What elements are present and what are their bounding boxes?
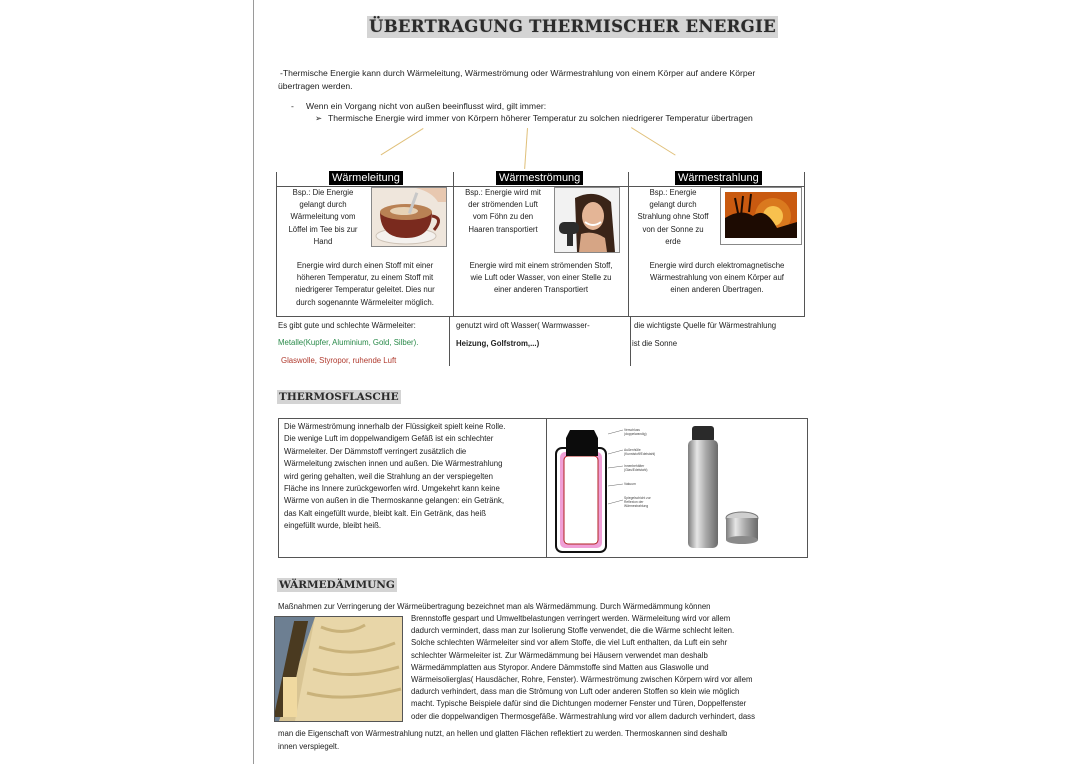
strahlung-source-1: die wichtigste Quelle für Wärmestrahlung	[634, 321, 777, 330]
diagram-label-5: Spiegelschicht zur Reflexion der Wärmestrahlung	[624, 496, 651, 508]
example-waermestrahlung: Bsp.: Energie gelangt durch Strahlung ohne Stoff von der Sonne zu erde	[637, 188, 709, 246]
tea-cup-photo	[371, 187, 447, 247]
insulation-first-line: Maßnahmen zur Verringerung der Wärmeübertragung bezeichnet man als Wärmedämmung. Durch Wärmedämmung können	[278, 602, 711, 611]
bullet-dash: -	[291, 101, 294, 111]
insulation-photo	[274, 616, 403, 722]
thermos-text: Die Wärmeströmung innerhalb der Flüssigkeit spielt keine Rolle. Die wenige Luft im doppelwandigem Gefäß ist ein schlechter Wärmeleiter. Der Dämmstoff verringert zusätzlich die Wärmeleitung zwischen innen und außen. Die Wärmestrahlung wird gering gehalten, weil die Strahlung an der verspiegelten Fläche ins Innere zurückgeworfen wird. Umgekehrt kann keine Wärme von außen in die Thermoskanne gelangen: ein Getränk, das Kalt eingefüllt wurde, bleibt kalt. Ein Getränk, das heiß eingefüllt wurde, bleibt heiß.	[284, 422, 506, 531]
connector-line-right	[631, 127, 676, 155]
diagram-label-3: Innenbehälter (Glas/Edelstahl)	[624, 464, 648, 472]
connector-line-middle	[524, 128, 528, 169]
description-waermestroemung: Energie wird mit einem strömenden Stoff, wie Luft oder Wasser, von einer Stelle zu einer anderen Transportiert	[469, 261, 613, 295]
hair-dryer-photo	[554, 187, 620, 253]
intro-bullet-2: Thermische Energie wird immer von Körpern höherer Temperatur zu solchen niedrigerer Temperatur übertragen	[328, 113, 753, 123]
stroemung-usage-2: Heizung, Golfstrom,...)	[456, 339, 540, 348]
connector-line-left	[381, 128, 424, 155]
thermos-divider	[546, 418, 547, 557]
sunset-photo	[720, 187, 802, 245]
leiter-intro: Es gibt gute und schlechte Wärmeleiter:	[278, 321, 416, 330]
page-title: ÜBERTRAGUNG THERMISCHER ENERGIE	[369, 17, 776, 36]
table-vline-1	[276, 172, 277, 316]
header-waermestroemung: Wärmeströmung	[496, 171, 583, 185]
description-waermestrahlung: Energie wird durch elektromagnetische Wärmestrahlung von einem Körper auf einen anderen Übertragen.	[649, 261, 785, 295]
diagram-label-2: Außenhülle (Kunststoff/Edelstahl)	[624, 448, 656, 456]
stroemung-usage-1: genutzt wird oft Wasser( Warmwasser-	[456, 321, 590, 330]
header-waermestrahlung: Wärmestrahlung	[675, 171, 762, 185]
diagram-label-4: Vakuum	[624, 482, 636, 486]
poor-conductors: Glaswolle, Styropor, ruhende Luft	[281, 356, 397, 365]
intro-bullet-1: Wenn ein Vorgang nicht von außen beeinflusst wird, gilt immer:	[306, 101, 547, 111]
table-vline-2	[453, 172, 454, 316]
table-lower-vline-2	[630, 316, 631, 366]
table-vline-3	[628, 172, 629, 316]
thermos-photo	[684, 424, 764, 552]
arrow-bullet-icon: ➢	[315, 113, 323, 123]
table-lower-vline-1	[449, 316, 450, 366]
intro-line-2: übertragen werden.	[278, 81, 353, 91]
page-margin-line	[253, 0, 254, 764]
good-conductors: Metalle(Kupfer, Aluminium, Gold, Silber).	[278, 338, 419, 347]
description-waermeleitung: Energie wird durch einen Stoff mit einer höheren Temperatur, zu einem Stoff mit niedrigerer Temperatur geleitet. Dies nur durch sogenannte Wärmeleiter möglich.	[295, 261, 435, 307]
insulation-full-text: man die Eigenschaft von Wärmestrahlung nutzt, an hellen und glatten Flächen reflektiert zu werden. Thermoskannen sind deshalb innen verspiegelt.	[278, 729, 728, 751]
example-waermestroemung: Bsp.: Energie wird mit der strömenden Luft vom Föhn zu den Haaren transportiert	[465, 188, 541, 234]
diagram-label-1: Verschluss (doppelwandig)	[624, 428, 647, 436]
thermos-diagram-labels	[608, 428, 656, 524]
heading-thermosflasche: THERMOSFLASCHE	[279, 391, 399, 403]
example-waermeleitung: Bsp.: Die Energie gelangt durch Wärmeleitung vom Löffel im Tee bis zur Hand	[288, 188, 358, 246]
intro-line-1: -Thermische Energie kann durch Wärmeleitung, Wärmeströmung oder Wärmestrahlung von einem Körper auf andere Körper	[280, 68, 756, 78]
strahlung-source-2: ist die Sonne	[632, 339, 678, 348]
heading-waermedaemmung: WÄRMEDÄMMUNG	[279, 579, 395, 591]
table-vline-4	[804, 172, 805, 316]
header-waermeleitung: Wärmeleitung	[329, 171, 403, 185]
table-bottom-rule	[276, 316, 805, 317]
insulation-wrapped-text: Brennstoffe gespart und Umweltbelastungen verringert werden. Wärmeleitung wird vor allem dadurch vermindert, dass man zur Isolierung Stoffe verwendet, die die Wärme schlecht leiten. Solche schlechten Wärmeleiter sind vor allem Stoffe, die viel Luft enthalten, da Luft ein sehr schlechter Wärmeleiter ist. Zur Wärmedämmung bei Häusern verwendet man deshalb Wärmedämmplatten aus Styropor. Andere Dämmstoffe sind Matten aus Glaswolle und Wärmeisolierglas( Hausdächer, Rohre, Fenster). Wärmeströmung zwischen Körpern wird vor allem dadurch verhindert, dass man die Strömung von Luft oder anderen Stoffen so klein wie möglich macht. Typische Beispiele dafür sind die Dichtungen moderner Fenster und Türen, Doppelfenster oder die doppelwandigen Thermosgefäße. Wärmestrahlung wird vor allem dadurch verhindert, dass	[411, 614, 755, 721]
